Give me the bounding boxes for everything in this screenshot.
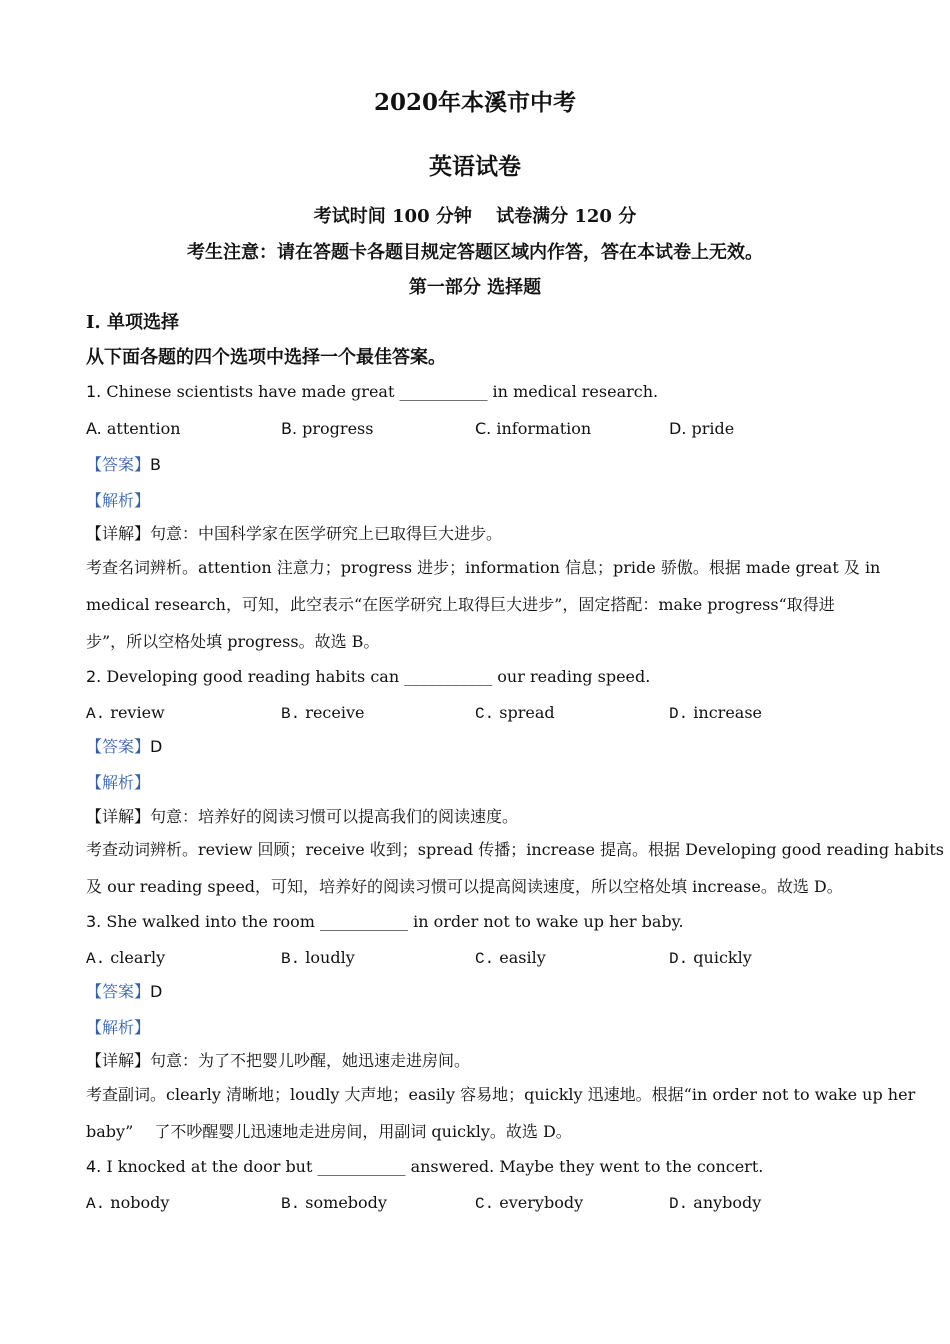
- option-label: C.: [475, 950, 495, 968]
- detail-text: 句意：培养好的阅读习惯可以提高我们的阅读速度。: [150, 807, 519, 826]
- answer-line: [86, 982, 162, 1002]
- answer-value: B: [150, 455, 161, 474]
- option-text: somebody: [305, 1193, 387, 1212]
- question-number: 4.: [86, 1157, 102, 1176]
- explanation-line: 考查名词辨析。attention 注意力；progress 进步；information 信息；pride 骄傲。根据 made great 及 in: [86, 558, 881, 577]
- answer-value: D: [150, 982, 163, 1001]
- section-heading: I. 单项选择: [86, 312, 179, 333]
- option-text: easily: [499, 948, 546, 967]
- option-text: progress: [302, 419, 374, 438]
- option-a: [86, 948, 165, 969]
- option-text: increase: [693, 703, 763, 722]
- option-label: D.: [669, 1195, 689, 1213]
- part-heading: 第一部分 选择题: [408, 277, 542, 298]
- detail-label: 【详解】: [86, 807, 151, 826]
- answer-label: 【答案】: [86, 737, 151, 756]
- detail-label: 【详解】: [86, 1051, 151, 1070]
- question-text: Chinese scientists have made great ___________ in medical research.: [106, 382, 659, 401]
- question-stem: [86, 1157, 763, 1177]
- explanation-line: 及 our reading speed，可知，培养好的阅读习惯可以提高阅读速度，所以空格处填 increase。故选 D。: [86, 877, 843, 896]
- analysis-label: 【解析】: [86, 491, 151, 510]
- option-text: loudly: [305, 948, 355, 967]
- analysis-label: 【解析】: [86, 1018, 151, 1037]
- question-stem: [86, 382, 658, 402]
- option-b: [281, 419, 373, 439]
- option-d: [669, 1193, 761, 1214]
- exam-subtitle: 英语试卷: [429, 153, 521, 180]
- explanation-line: 考查副词。clearly 清晰地；loudly 大声地；easily 容易地；quickly 迅速地。根据“in order not to wake up her: [86, 1085, 916, 1104]
- question-stem: [86, 667, 650, 687]
- option-label: B.: [281, 419, 298, 438]
- option-text: anybody: [693, 1193, 762, 1212]
- option-text: attention: [106, 419, 181, 438]
- question-number: 1.: [86, 382, 102, 401]
- option-label: D.: [669, 950, 689, 968]
- answer-label: 【答案】: [86, 982, 151, 1001]
- option-text: receive: [305, 703, 365, 722]
- option-a: [86, 419, 181, 439]
- option-label: B.: [281, 1195, 301, 1213]
- question-number: 2.: [86, 667, 102, 686]
- option-text: information: [496, 419, 592, 438]
- explanation-line: medical research，可知，此空表示“在医学研究上取得巨大进步”，固定搭配：make progress“取得进: [86, 595, 835, 614]
- exam-title: 2020年本溪市中考: [373, 89, 576, 116]
- option-label: D.: [669, 705, 689, 723]
- option-c: [475, 419, 591, 439]
- detail-line: [86, 524, 502, 544]
- option-b: [281, 1193, 387, 1214]
- option-label: C.: [475, 1195, 495, 1213]
- option-b: [281, 703, 364, 724]
- answer-line: [86, 455, 161, 475]
- exam-notice: 考生注意：请在答题卡各题目规定答题区域内作答，答在本试卷上无效。: [187, 242, 763, 263]
- question-text: I knocked at the door but ___________ answered. Maybe they went to the concert.: [106, 1157, 764, 1176]
- option-label: D.: [669, 419, 687, 438]
- option-text: everybody: [499, 1193, 584, 1212]
- option-c: [475, 1193, 583, 1214]
- option-label: A.: [86, 705, 106, 723]
- question-stem: [86, 912, 684, 932]
- option-label: A.: [86, 1195, 106, 1213]
- answer-line: [86, 737, 162, 757]
- answer-label: 【答案】: [86, 455, 151, 474]
- question-text: She walked into the room ___________ in order not to wake up her baby.: [106, 912, 684, 931]
- option-label: B.: [281, 705, 301, 723]
- detail-text: 句意：为了不把婴儿吵醒，她迅速走进房间。: [150, 1051, 471, 1070]
- option-a: [86, 703, 165, 724]
- option-text: review: [110, 703, 165, 722]
- detail-line: [86, 807, 518, 827]
- option-text: spread: [499, 703, 555, 722]
- exam-info: 考试时间 100 分钟 试卷满分 120 分: [313, 206, 637, 227]
- option-label: C.: [475, 705, 495, 723]
- explanation-line: 步”，所以空格处填 progress。故选 B。: [86, 632, 380, 651]
- option-text: nobody: [110, 1193, 170, 1212]
- option-label: B.: [281, 950, 301, 968]
- explanation-line: baby” 了不吵醒婴儿迅速地走进房间，用副词 quickly。故选 D。: [86, 1122, 572, 1141]
- detail-line: [86, 1051, 470, 1071]
- answer-value: D: [150, 737, 163, 756]
- option-text: pride: [691, 419, 735, 438]
- option-text: quickly: [693, 948, 752, 967]
- analysis-label: 【解析】: [86, 773, 151, 792]
- option-label: A.: [86, 950, 106, 968]
- explanation-line: 考查动词辨析。review 回顾；receive 收到；spread 传播；increase 提高。根据 Developing good reading habits: [86, 840, 944, 859]
- option-d: [669, 948, 752, 969]
- question-text: Developing good reading habits can ___________ our reading speed.: [106, 667, 651, 686]
- option-label: A.: [86, 419, 102, 438]
- option-b: [281, 948, 355, 969]
- option-d: [669, 703, 762, 724]
- option-label: C.: [475, 419, 492, 438]
- section-instruction: 从下面各题的四个选项中选择一个最佳答案。: [86, 347, 446, 368]
- detail-text: 句意：中国科学家在医学研究上已取得巨大进步。: [150, 524, 503, 543]
- option-c: [475, 703, 555, 724]
- question-number: 3.: [86, 912, 102, 931]
- option-text: clearly: [110, 948, 166, 967]
- detail-label: 【详解】: [86, 524, 151, 543]
- option-a: [86, 1193, 169, 1214]
- option-c: [475, 948, 546, 969]
- option-d: [669, 419, 734, 439]
